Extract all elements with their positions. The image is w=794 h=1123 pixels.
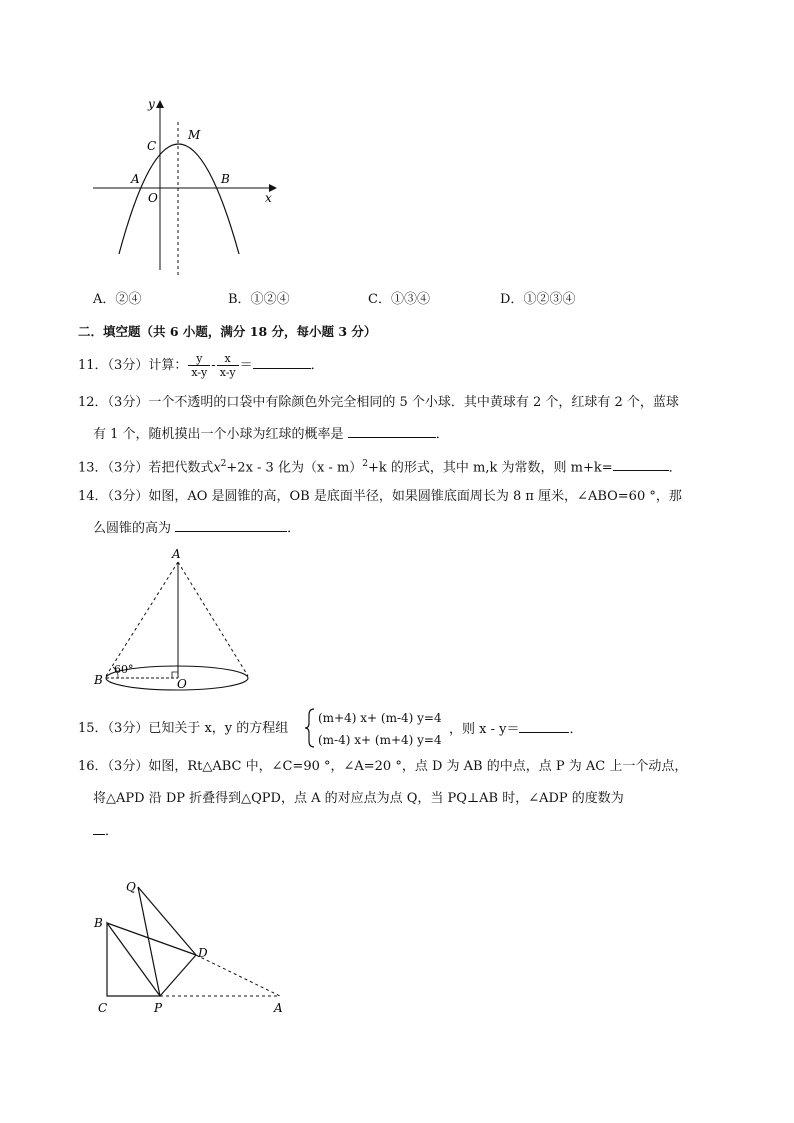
y-axis-arrow [156, 100, 164, 108]
segment-pd [160, 955, 196, 996]
label-c: C [147, 139, 157, 153]
question-14-line2: 么圆锥的高为 ． [93, 521, 301, 536]
triangle-figure [90, 875, 300, 1020]
question-16-line3: ． [93, 822, 118, 841]
answer-blank-11[interactable] [253, 356, 311, 369]
label-x: x [265, 191, 272, 205]
option-b: B．①②④ [228, 292, 290, 307]
answer-blank-13[interactable] [613, 458, 669, 471]
label-b: B [221, 172, 230, 186]
cone-right-edge [178, 562, 248, 676]
tri-label-p: P [154, 1001, 163, 1015]
tri-label-c: C [98, 1001, 108, 1015]
question-12-line1: 12．（3分）一个不透明的口袋中有除颜色外完全相同的 5 个小球．其中黄球有 2 个，红球有 2 个，蓝球 [78, 395, 679, 410]
system-equation-1: (m+4) x+ (m-4) y=4 [318, 711, 442, 725]
cone-label-b: B [94, 673, 103, 687]
option-c: C．①③④ [368, 292, 430, 307]
cone-angle-label: 60° [114, 663, 134, 676]
question-14-line1: 14．（3分）如图，AO 是圆锥的高，OB 是底面半径，如果圆锥底面周长为 8 π 厘米，∠ABO=60 °，那 [78, 489, 682, 504]
label-a: A [131, 172, 140, 186]
option-d: D．①②③④ [500, 292, 576, 307]
answer-blank-15[interactable] [519, 720, 569, 733]
answer-blank-12[interactable] [348, 425, 436, 438]
tri-label-b: B [94, 916, 103, 930]
tri-label-q: Q [126, 880, 136, 894]
answer-blank-14[interactable] [175, 519, 287, 532]
cone-label-a: A [172, 547, 181, 561]
system-brace [304, 707, 316, 749]
segment-da-dashed [196, 955, 280, 996]
section-title: 二．填空题（共 6 小题，满分 18 分，每小题 3 分） [78, 324, 377, 339]
question-13: 13．（3分）若把代数式$x^2+2x - 3$ 化为（x - m）$^2$+k 的形式，其中 m,k 为常数，则 m+k= ． [78, 459, 682, 476]
question-12-line2: 有 1 个，随机摸出一个小球为红球的概率是 ． [93, 427, 449, 442]
label-o: O [148, 191, 158, 205]
cone-left-edge [106, 562, 178, 676]
question-15: 15．（3分）已知关于 x，y 的方程组 [78, 721, 289, 736]
system-equation-2: (m-4) x+ (m+4) y=4 [318, 733, 442, 747]
cone-figure [88, 542, 258, 692]
option-a: A．②④ [93, 292, 142, 307]
label-y: y [148, 97, 155, 111]
tri-label-a: A [274, 1001, 283, 1015]
question-11: 11．（3分）计算： $\frac{y}{x-y}$ - $\frac{x}{x-y}$ ＝ ． [78, 352, 324, 379]
tri-label-d: D [198, 946, 208, 960]
parabola-curve [119, 144, 239, 254]
question-15-tail: ，则 x - y＝ ． [449, 722, 583, 737]
parabola-figure [85, 90, 285, 280]
question-16-line2: 将△APD 沿 DP 折叠得到△QPD，点 A 的对应点为点 Q，当 PQ⊥AB 时，∠ADP 的度数为 [93, 791, 624, 806]
label-m: M [188, 128, 201, 142]
answer-blank-16[interactable] [93, 822, 105, 835]
question-16-line1: 16．（3分）如图，Rt△ABC 中，∠C=90 °，∠A=20 °，点 D 为 AB 的中点，点 P 为 AC 上一个动点， [78, 759, 688, 774]
cone-label-o: O [177, 677, 187, 691]
